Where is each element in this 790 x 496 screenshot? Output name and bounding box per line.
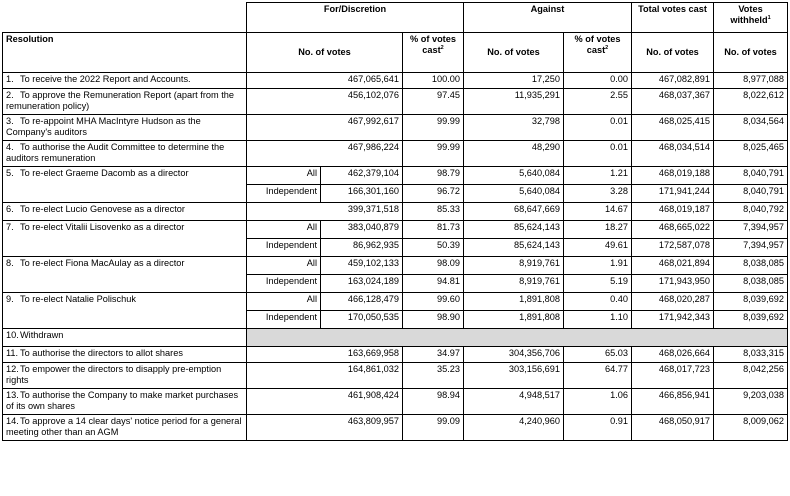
header-for-pct-label: % of votes cast xyxy=(410,34,456,55)
total-votes: 171,943,950 xyxy=(632,275,714,293)
header-withheld-footnote: 1 xyxy=(767,14,771,21)
withdrawn-shading xyxy=(247,329,788,347)
header-for: For/Discretion xyxy=(247,3,464,33)
for-pct: 99.99 xyxy=(403,141,464,167)
header-for-pct xyxy=(403,33,464,73)
header-for-votes: No. of votes xyxy=(247,33,403,73)
resolution-text: To receive the 2022 Report and Accounts. xyxy=(20,74,191,84)
against-pct: 1.91 xyxy=(564,257,632,275)
header-row-sub xyxy=(3,33,788,73)
header-withheld-votes: No. of votes xyxy=(714,33,788,73)
for-votes: 163,669,958 xyxy=(247,347,403,363)
table-row xyxy=(3,329,788,347)
total-votes: 468,020,287 xyxy=(632,293,714,311)
resolution-text: Withdrawn xyxy=(20,330,64,340)
resolution-number: 4. xyxy=(6,142,14,152)
against-pct: 0.40 xyxy=(564,293,632,311)
voting-results-table xyxy=(2,2,788,441)
header-resolution: Resolution xyxy=(3,33,247,73)
for-votes: 459,102,133 xyxy=(321,257,403,275)
against-pct: 49.61 xyxy=(564,239,632,257)
resolution-number: 7. xyxy=(6,222,14,232)
header-total: Total votes cast xyxy=(632,3,714,33)
total-votes: 468,665,022 xyxy=(632,221,714,239)
holder-type: All xyxy=(247,293,321,311)
for-pct: 81.73 xyxy=(403,221,464,239)
resolution-text: To re-appoint MHA MacIntyre Hudson as the Company's auditors xyxy=(6,116,201,137)
against-votes: 85,624,143 xyxy=(464,221,564,239)
for-pct: 97.45 xyxy=(403,89,464,115)
resolution-text: To re-elect Vitalii Lisovenko as a director xyxy=(20,222,185,232)
total-votes: 468,017,723 xyxy=(632,363,714,389)
resolution-text: To approve the Remuneration Report (apart from the remuneration policy) xyxy=(6,90,234,111)
against-pct: 14.67 xyxy=(564,203,632,221)
against-votes: 1,891,808 xyxy=(464,311,564,329)
resolution-cell xyxy=(3,329,247,347)
total-votes: 468,026,664 xyxy=(632,347,714,363)
against-votes: 85,624,143 xyxy=(464,239,564,257)
for-votes: 164,861,032 xyxy=(247,363,403,389)
against-votes: 17,250 xyxy=(464,73,564,89)
resolution-number: 14. xyxy=(6,416,19,426)
resolution-number: 10. xyxy=(6,330,19,340)
withheld-votes: 8,039,692 xyxy=(714,311,788,329)
for-pct: 100.00 xyxy=(403,73,464,89)
resolution-cell xyxy=(3,347,247,363)
total-votes: 171,941,244 xyxy=(632,185,714,203)
for-votes: 466,128,479 xyxy=(321,293,403,311)
holder-type: Independent xyxy=(247,311,321,329)
against-pct: 64.77 xyxy=(564,363,632,389)
resolution-cell xyxy=(3,115,247,141)
total-votes: 468,019,187 xyxy=(632,203,714,221)
table-row xyxy=(3,415,788,441)
against-votes: 32,798 xyxy=(464,115,564,141)
for-votes: 166,301,160 xyxy=(321,185,403,203)
resolution-cell xyxy=(3,167,247,203)
against-pct: 0.01 xyxy=(564,141,632,167)
against-pct: 0.01 xyxy=(564,115,632,141)
table-row xyxy=(3,389,788,415)
table-row xyxy=(3,141,788,167)
for-votes: 463,809,957 xyxy=(247,415,403,441)
withheld-votes: 8,040,791 xyxy=(714,167,788,185)
against-pct: 3.28 xyxy=(564,185,632,203)
withheld-votes: 8,034,564 xyxy=(714,115,788,141)
for-votes: 86,962,935 xyxy=(321,239,403,257)
for-pct: 94.81 xyxy=(403,275,464,293)
header-against-pct xyxy=(564,33,632,73)
results-body xyxy=(3,73,788,441)
against-votes: 8,919,761 xyxy=(464,275,564,293)
against-votes: 8,919,761 xyxy=(464,257,564,275)
against-pct: 2.55 xyxy=(564,89,632,115)
for-pct: 98.79 xyxy=(403,167,464,185)
resolution-cell xyxy=(3,363,247,389)
for-votes: 170,050,535 xyxy=(321,311,403,329)
against-votes: 68,647,669 xyxy=(464,203,564,221)
withheld-votes: 8,025,465 xyxy=(714,141,788,167)
total-votes: 466,856,941 xyxy=(632,389,714,415)
withheld-votes: 7,394,957 xyxy=(714,239,788,257)
resolution-number: 13. xyxy=(6,390,19,400)
against-pct: 65.03 xyxy=(564,347,632,363)
withheld-votes: 8,042,256 xyxy=(714,363,788,389)
holder-type: Independent xyxy=(247,239,321,257)
resolution-number: 2. xyxy=(6,90,14,100)
against-pct: 1.06 xyxy=(564,389,632,415)
against-pct: 5.19 xyxy=(564,275,632,293)
against-votes: 4,240,960 xyxy=(464,415,564,441)
total-votes: 468,050,917 xyxy=(632,415,714,441)
header-for-pct-footnote: 2 xyxy=(440,44,444,51)
for-votes: 467,065,641 xyxy=(247,73,403,89)
header-against-pct-footnote: 2 xyxy=(605,44,609,51)
resolution-text: To authorise the directors to allot shares xyxy=(20,348,183,358)
total-votes: 468,037,367 xyxy=(632,89,714,115)
for-votes: 383,040,879 xyxy=(321,221,403,239)
header-against-pct-label: % of votes cast xyxy=(574,34,621,55)
table-row xyxy=(3,73,788,89)
for-votes: 456,102,076 xyxy=(247,89,403,115)
total-votes: 468,021,894 xyxy=(632,257,714,275)
resolution-cell xyxy=(3,89,247,115)
withheld-votes: 8,022,612 xyxy=(714,89,788,115)
against-pct: 1.21 xyxy=(564,167,632,185)
against-pct: 0.91 xyxy=(564,415,632,441)
withheld-votes: 8,009,062 xyxy=(714,415,788,441)
withheld-votes: 8,038,085 xyxy=(714,275,788,293)
against-pct: 18.27 xyxy=(564,221,632,239)
table-row xyxy=(3,203,788,221)
resolution-text: To authorise the Company to make market purchases of its own shares xyxy=(6,390,239,411)
against-votes: 1,891,808 xyxy=(464,293,564,311)
for-votes: 461,908,424 xyxy=(247,389,403,415)
resolution-text: To re-elect Natalie Polischuk xyxy=(20,294,136,304)
resolution-cell xyxy=(3,257,247,293)
table-row xyxy=(3,89,788,115)
holder-type: Independent xyxy=(247,275,321,293)
withheld-votes: 8,033,315 xyxy=(714,347,788,363)
table-row xyxy=(3,257,788,275)
resolution-cell xyxy=(3,415,247,441)
resolution-text: To approve a 14 clear days' notice period for a general meeting other than an AGM xyxy=(6,416,242,437)
resolution-cell xyxy=(3,293,247,329)
for-votes: 467,986,224 xyxy=(247,141,403,167)
against-votes: 4,948,517 xyxy=(464,389,564,415)
resolution-number: 8. xyxy=(6,258,14,268)
for-votes: 399,371,518 xyxy=(247,203,403,221)
total-votes: 468,025,415 xyxy=(632,115,714,141)
total-votes: 171,942,343 xyxy=(632,311,714,329)
withheld-votes: 8,040,792 xyxy=(714,203,788,221)
table-row xyxy=(3,115,788,141)
header-blank xyxy=(3,3,247,33)
resolution-number: 6. xyxy=(6,204,14,214)
for-pct: 96.72 xyxy=(403,185,464,203)
holder-type: All xyxy=(247,257,321,275)
resolution-cell xyxy=(3,141,247,167)
header-against: Against xyxy=(464,3,632,33)
for-votes: 163,024,189 xyxy=(321,275,403,293)
for-pct: 98.09 xyxy=(403,257,464,275)
against-pct: 1.10 xyxy=(564,311,632,329)
resolution-text: To re-elect Fiona MacAulay as a director xyxy=(20,258,185,268)
resolution-cell xyxy=(3,203,247,221)
holder-type: All xyxy=(247,221,321,239)
withheld-votes: 8,039,692 xyxy=(714,293,788,311)
header-withheld xyxy=(714,3,788,33)
against-votes: 303,156,691 xyxy=(464,363,564,389)
for-pct: 99.09 xyxy=(403,415,464,441)
for-pct: 98.90 xyxy=(403,311,464,329)
header-withheld-label: Votes withheld xyxy=(730,4,768,25)
for-pct: 99.99 xyxy=(403,115,464,141)
header-total-votes: No. of votes xyxy=(632,33,714,73)
resolution-number: 11. xyxy=(6,348,19,358)
for-pct: 99.60 xyxy=(403,293,464,311)
resolution-text: To empower the directors to disapply pre-emption rights xyxy=(6,364,222,385)
for-pct: 98.94 xyxy=(403,389,464,415)
withheld-votes: 7,394,957 xyxy=(714,221,788,239)
header-row-top xyxy=(3,3,788,33)
table-row xyxy=(3,293,788,311)
against-pct: 0.00 xyxy=(564,73,632,89)
for-votes: 462,379,104 xyxy=(321,167,403,185)
table-row xyxy=(3,167,788,185)
against-votes: 5,640,084 xyxy=(464,185,564,203)
against-votes: 11,935,291 xyxy=(464,89,564,115)
resolution-cell xyxy=(3,221,247,257)
for-pct: 34.97 xyxy=(403,347,464,363)
against-votes: 48,290 xyxy=(464,141,564,167)
withheld-votes: 9,203,038 xyxy=(714,389,788,415)
total-votes: 468,019,188 xyxy=(632,167,714,185)
total-votes: 467,082,891 xyxy=(632,73,714,89)
holder-type: Independent xyxy=(247,185,321,203)
resolution-number: 9. xyxy=(6,294,14,304)
resolution-text: To re-elect Graeme Dacomb as a director xyxy=(20,168,189,178)
for-votes: 467,992,617 xyxy=(247,115,403,141)
resolution-cell xyxy=(3,389,247,415)
withheld-votes: 8,977,088 xyxy=(714,73,788,89)
resolution-number: 5. xyxy=(6,168,14,178)
withheld-votes: 8,040,791 xyxy=(714,185,788,203)
table-row xyxy=(3,347,788,363)
for-pct: 85.33 xyxy=(403,203,464,221)
resolution-text: To re-elect Lucio Genovese as a director xyxy=(20,204,185,214)
for-pct: 50.39 xyxy=(403,239,464,257)
table-row xyxy=(3,363,788,389)
withheld-votes: 8,038,085 xyxy=(714,257,788,275)
resolution-cell xyxy=(3,73,247,89)
holder-type: All xyxy=(247,167,321,185)
resolution-number: 1. xyxy=(6,74,14,84)
resolution-number: 12. xyxy=(6,364,19,374)
table-row xyxy=(3,221,788,239)
header-against-votes: No. of votes xyxy=(464,33,564,73)
resolution-number: 3. xyxy=(6,116,14,126)
total-votes: 172,587,078 xyxy=(632,239,714,257)
against-votes: 5,640,084 xyxy=(464,167,564,185)
total-votes: 468,034,514 xyxy=(632,141,714,167)
for-pct: 35.23 xyxy=(403,363,464,389)
resolution-text: To authorise the Audit Committee to determine the auditors remuneration xyxy=(6,142,225,163)
against-votes: 304,356,706 xyxy=(464,347,564,363)
